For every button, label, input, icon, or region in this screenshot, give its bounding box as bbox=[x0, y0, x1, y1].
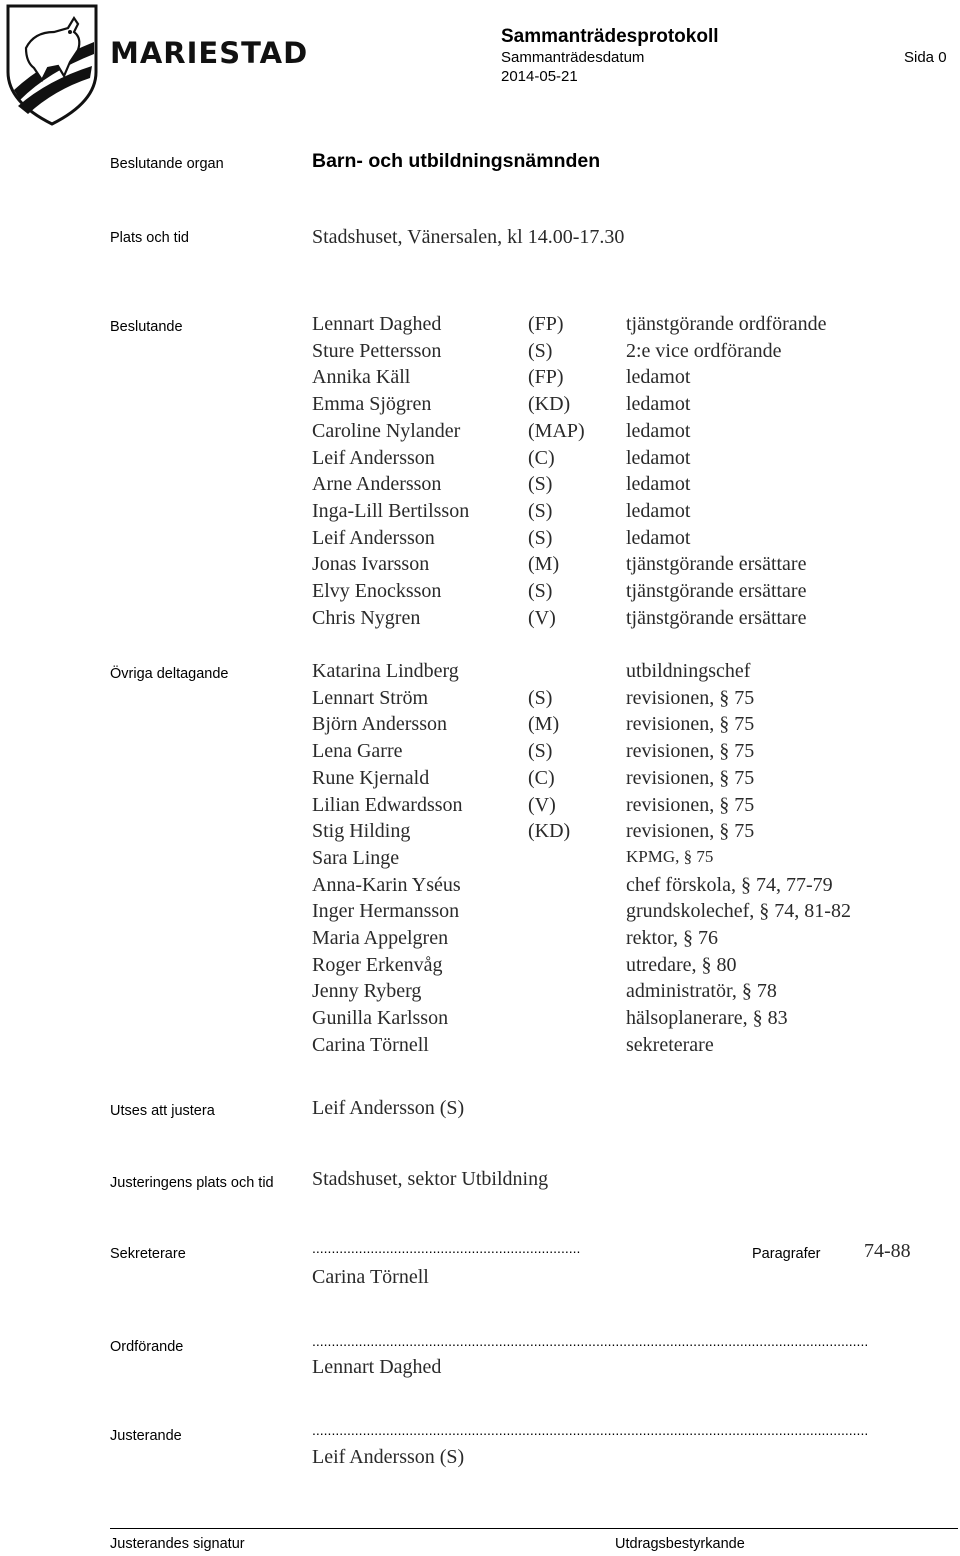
person-party: (S) bbox=[528, 526, 553, 549]
person-name: Elvy Enocksson bbox=[312, 580, 442, 602]
mariestad-logo bbox=[4, 2, 309, 130]
person-role: revisionen, § 75 bbox=[626, 686, 755, 709]
person-row bbox=[312, 740, 912, 767]
person-party: (V) bbox=[528, 606, 556, 629]
utses-value: Leif Andersson (S) bbox=[312, 1097, 465, 1119]
ordforande-label: Ordförande bbox=[110, 1339, 184, 1355]
utses-label: Utses att justera bbox=[110, 1103, 215, 1119]
person-row bbox=[312, 660, 912, 687]
person-party: (M) bbox=[528, 713, 560, 736]
person-role: ledamot bbox=[626, 499, 691, 522]
person-name: Inga-Lill Bertilsson bbox=[312, 499, 470, 522]
person-name: Leif Andersson bbox=[312, 526, 435, 549]
beslutande-list bbox=[312, 313, 912, 643]
person-row bbox=[312, 874, 912, 901]
person-name: Inger Hermansson bbox=[312, 900, 460, 923]
person-party: (S) bbox=[528, 580, 553, 602]
person-name: Lennart Daghed bbox=[312, 313, 442, 335]
person-role: ledamot bbox=[626, 366, 691, 389]
person-name: Lilian Edwardsson bbox=[312, 793, 463, 816]
place-label: Plats och tid bbox=[110, 230, 189, 246]
person-row bbox=[312, 420, 912, 447]
person-name: Annika Käll bbox=[312, 366, 411, 389]
justerande-signature-line: ............................................................................................................................................... bbox=[312, 1422, 869, 1438]
person-row bbox=[312, 900, 912, 927]
person-role: tjänstgörande ersättare bbox=[626, 553, 807, 576]
person-name: Sture Pettersson bbox=[312, 339, 442, 362]
person-party: (S) bbox=[528, 473, 553, 496]
person-party: (S) bbox=[528, 339, 553, 362]
person-role: 2:e vice ordförande bbox=[626, 339, 782, 362]
footer-signature-label: Justerandes signatur bbox=[110, 1536, 245, 1552]
person-name: Caroline Nylander bbox=[312, 419, 461, 442]
person-row bbox=[312, 393, 912, 420]
person-role: ledamot bbox=[626, 419, 691, 442]
sekreterare-label: Sekreterare bbox=[110, 1246, 186, 1262]
place-value: Stadshuset, Vänersalen, kl 14.00-17.30 bbox=[312, 226, 625, 248]
sekreterare-signature-line: ..................................................................... bbox=[312, 1240, 581, 1256]
justering-value: Stadshuset, sektor Utbildning bbox=[312, 1168, 549, 1190]
person-name: Gunilla Karlsson bbox=[312, 1007, 449, 1030]
person-party: (KD) bbox=[528, 393, 571, 416]
person-role: revisionen, § 75 bbox=[626, 820, 755, 843]
person-row bbox=[312, 980, 912, 1007]
person-name: Chris Nygren bbox=[312, 606, 421, 629]
person-row bbox=[312, 767, 912, 794]
person-name: Arne Andersson bbox=[312, 473, 442, 496]
person-row bbox=[312, 687, 912, 714]
person-row bbox=[312, 794, 912, 821]
organ-label: Beslutande organ bbox=[110, 156, 224, 172]
person-role: tjänstgörande ordförande bbox=[626, 313, 827, 335]
person-party: (V) bbox=[528, 793, 556, 816]
person-role: utbildningschef bbox=[626, 660, 751, 682]
person-party: (S) bbox=[528, 686, 553, 709]
person-party: (C) bbox=[528, 446, 555, 469]
footer-divider bbox=[110, 1528, 958, 1529]
person-name: Rune Kjernald bbox=[312, 766, 430, 789]
sekreterare-name: Carina Törnell bbox=[312, 1266, 429, 1288]
justerande-name: Leif Andersson (S) bbox=[312, 1446, 465, 1468]
person-party: (KD) bbox=[528, 820, 571, 843]
person-role: utredare, § 80 bbox=[626, 953, 737, 976]
ordforande-name: Lennart Daghed bbox=[312, 1356, 442, 1378]
person-name: Katarina Lindberg bbox=[312, 660, 459, 682]
person-party: (S) bbox=[528, 499, 553, 522]
coat-of-arms-icon bbox=[4, 2, 104, 128]
person-role: sekreterare bbox=[626, 1033, 714, 1056]
person-role: ledamot bbox=[626, 526, 691, 549]
person-name: Leif Andersson bbox=[312, 446, 435, 469]
person-row bbox=[312, 713, 912, 740]
person-role: revisionen, § 75 bbox=[626, 766, 755, 789]
person-name: Anna-Karin Yséus bbox=[312, 873, 461, 896]
person-row bbox=[312, 313, 912, 340]
meeting-date-label: Sammanträdesdatum bbox=[501, 49, 645, 66]
person-party: (FP) bbox=[528, 366, 564, 389]
person-name: Lena Garre bbox=[312, 740, 403, 763]
justerande-label: Justerande bbox=[110, 1428, 182, 1444]
person-role: tjänstgörande ersättare bbox=[626, 606, 807, 629]
person-row bbox=[312, 847, 912, 874]
paragrafer-value: 74-88 bbox=[864, 1240, 911, 1262]
ovriga-list bbox=[312, 660, 912, 1070]
ovriga-label: Övriga deltagande bbox=[110, 666, 229, 682]
person-party: (M) bbox=[528, 553, 560, 576]
person-name: Maria Appelgren bbox=[312, 927, 449, 949]
person-role: chef förskola, § 74, 77-79 bbox=[626, 873, 833, 896]
person-row bbox=[312, 1007, 912, 1034]
person-role: revisionen, § 75 bbox=[626, 740, 755, 763]
person-party: (MAP) bbox=[528, 419, 585, 442]
person-role: tjänstgörande ersättare bbox=[626, 580, 807, 602]
person-role: rektor, § 76 bbox=[626, 927, 718, 949]
person-row bbox=[312, 820, 912, 847]
meeting-date: 2014-05-21 bbox=[501, 68, 578, 85]
page-number: Sida 0 bbox=[904, 49, 947, 66]
person-row bbox=[312, 500, 912, 527]
person-role: revisionen, § 75 bbox=[626, 713, 755, 736]
person-name: Sara Linge bbox=[312, 846, 400, 869]
person-row bbox=[312, 473, 912, 500]
person-row bbox=[312, 553, 912, 580]
person-party: (FP) bbox=[528, 313, 564, 335]
person-role: hälsoplanerare, § 83 bbox=[626, 1007, 788, 1030]
paragrafer-label: Paragrafer bbox=[752, 1246, 821, 1262]
footer-extract-label: Utdragsbestyrkande bbox=[615, 1536, 745, 1552]
logo-wordmark: MARIESTAD bbox=[110, 36, 309, 70]
person-party: (C) bbox=[528, 766, 555, 789]
ordforande-signature-line: ............................................................................................................................................... bbox=[312, 1333, 869, 1349]
person-party: (S) bbox=[528, 740, 553, 763]
person-role: ledamot bbox=[626, 393, 691, 416]
person-row bbox=[312, 954, 912, 981]
person-role: grundskolechef, § 74, 81-82 bbox=[626, 900, 851, 923]
person-name: Jonas Ivarsson bbox=[312, 553, 430, 576]
person-name: Stig Hilding bbox=[312, 820, 411, 843]
person-role: administratör, § 78 bbox=[626, 980, 777, 1003]
person-role: ledamot bbox=[626, 473, 691, 496]
person-role: revisionen, § 75 bbox=[626, 793, 755, 816]
person-row bbox=[312, 340, 912, 367]
person-name: Roger Erkenvåg bbox=[312, 953, 443, 976]
person-row bbox=[312, 527, 912, 554]
person-row bbox=[312, 447, 912, 474]
person-name: Jenny Ryberg bbox=[312, 980, 422, 1003]
person-row bbox=[312, 607, 912, 634]
justering-label: Justeringens plats och tid bbox=[110, 1175, 274, 1191]
person-name: Lennart Ström bbox=[312, 686, 429, 709]
person-row bbox=[312, 1034, 912, 1061]
person-role: ledamot bbox=[626, 446, 691, 469]
organ-value: Barn- och utbildningsnämnden bbox=[312, 150, 601, 172]
person-role: KPMG, § 75 bbox=[626, 846, 714, 866]
person-name: Emma Sjögren bbox=[312, 393, 432, 416]
person-row bbox=[312, 366, 912, 393]
beslutande-label: Beslutande bbox=[110, 319, 183, 335]
document-title: Sammanträdesprotokoll bbox=[501, 26, 719, 47]
person-row bbox=[312, 927, 912, 954]
person-row bbox=[312, 580, 912, 607]
person-name: Björn Andersson bbox=[312, 713, 447, 736]
person-name: Carina Törnell bbox=[312, 1033, 429, 1056]
